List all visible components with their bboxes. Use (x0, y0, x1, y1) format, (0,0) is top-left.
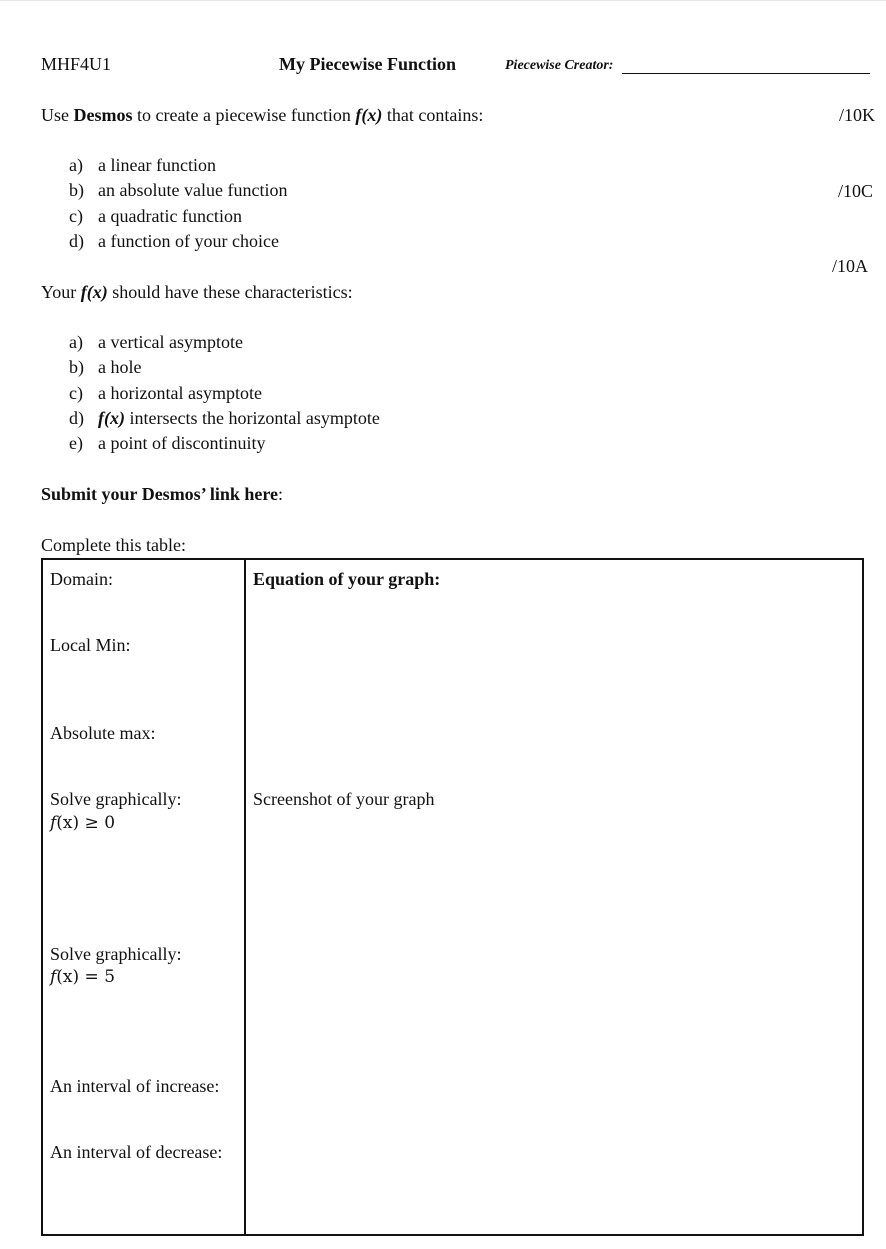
list-item (69, 407, 380, 432)
solve-eq-expression (50, 966, 115, 988)
equation-label: Equation of your graph: (253, 569, 441, 589)
list-item-text: a vertical asymptote (98, 332, 243, 352)
list-item-label: a) (69, 332, 83, 352)
page-title: My Piecewise Function (279, 54, 456, 74)
list-item (69, 154, 287, 179)
solve-eq-label: Solve graphically: (50, 944, 182, 964)
intro-fx: f(x) (355, 105, 383, 125)
list-item-label: d) (69, 407, 84, 428)
interval-decrease-label: An interval of decrease: (50, 1142, 223, 1162)
solve-geq-expr: (x) ≥ 0 (56, 813, 116, 833)
table-column-divider (244, 558, 246, 1236)
list-item-label: c) (69, 205, 83, 226)
page-top-border (0, 0, 886, 1)
list-item-text: a hole (98, 357, 142, 378)
submit-link-prompt (41, 483, 283, 505)
list-item-label: b) (69, 357, 84, 378)
list-item-text: a quadratic function (98, 205, 242, 226)
domain-label: Domain: (50, 569, 113, 589)
submit-text: Submit your Desmos’ link here (41, 484, 279, 504)
list-item (69, 432, 380, 457)
list-item-label: a) (69, 155, 83, 175)
char-intro-fx: f(x) (80, 282, 108, 302)
interval-increase-label: An interval of increase: (50, 1076, 220, 1096)
characteristics-intro (41, 281, 353, 303)
list-item-text: a function of your choice (98, 230, 279, 251)
creator-name-field[interactable] (622, 73, 870, 74)
solve-geq-label: Solve graphically: (50, 789, 182, 809)
answer-table (41, 558, 864, 1236)
list-item-text: a point of discontinuity (98, 433, 266, 454)
list-item (69, 331, 380, 356)
mark-communication: /10C (837, 181, 873, 201)
screenshot-label: Screenshot of your graph (253, 789, 435, 809)
intro-tool: Desmos (73, 105, 133, 125)
list-item (69, 356, 380, 381)
char-intro-prefix: Your (41, 282, 81, 302)
solve-eq-fx: f (50, 967, 57, 987)
function-list (69, 154, 287, 255)
list-item-label: e) (69, 433, 83, 454)
list-item-text: an absolute value function (98, 180, 288, 201)
intro-prefix: Use (41, 105, 74, 125)
intro-middle: to create a piecewise function (132, 105, 356, 125)
list-item-text: a horizontal asymptote (98, 382, 262, 403)
solve-eq-expr: (x) = 5 (56, 967, 116, 987)
table-instruction: Complete this table: (41, 535, 186, 555)
creator-label: Piecewise Creator: (505, 58, 614, 73)
intro-text (41, 104, 483, 126)
course-code: MHF4U1 (41, 54, 112, 74)
list-item-label: c) (69, 382, 83, 403)
char-intro-suffix: should have these characteristics: (107, 282, 353, 302)
characteristics-list (69, 331, 380, 457)
mark-knowledge: /10K (839, 105, 875, 125)
list-item (69, 205, 287, 230)
list-item (69, 382, 380, 407)
absolute-max-label: Absolute max: (50, 723, 156, 743)
solve-geq-expression (50, 812, 115, 834)
list-item-fx: f(x) (98, 407, 125, 428)
list-item (69, 230, 287, 255)
list-item (69, 179, 287, 204)
submit-colon: : (278, 484, 284, 504)
list-item-text: a linear function (98, 155, 216, 175)
list-item-text: intersects the horizontal asymptote (124, 407, 380, 428)
mark-application: /10A (832, 256, 868, 276)
local-min-label: Local Min: (50, 635, 131, 655)
list-item-label: b) (69, 180, 84, 201)
list-item-label: d) (69, 230, 84, 251)
intro-suffix: that contains: (382, 105, 484, 125)
solve-geq-fx: f (50, 813, 57, 833)
